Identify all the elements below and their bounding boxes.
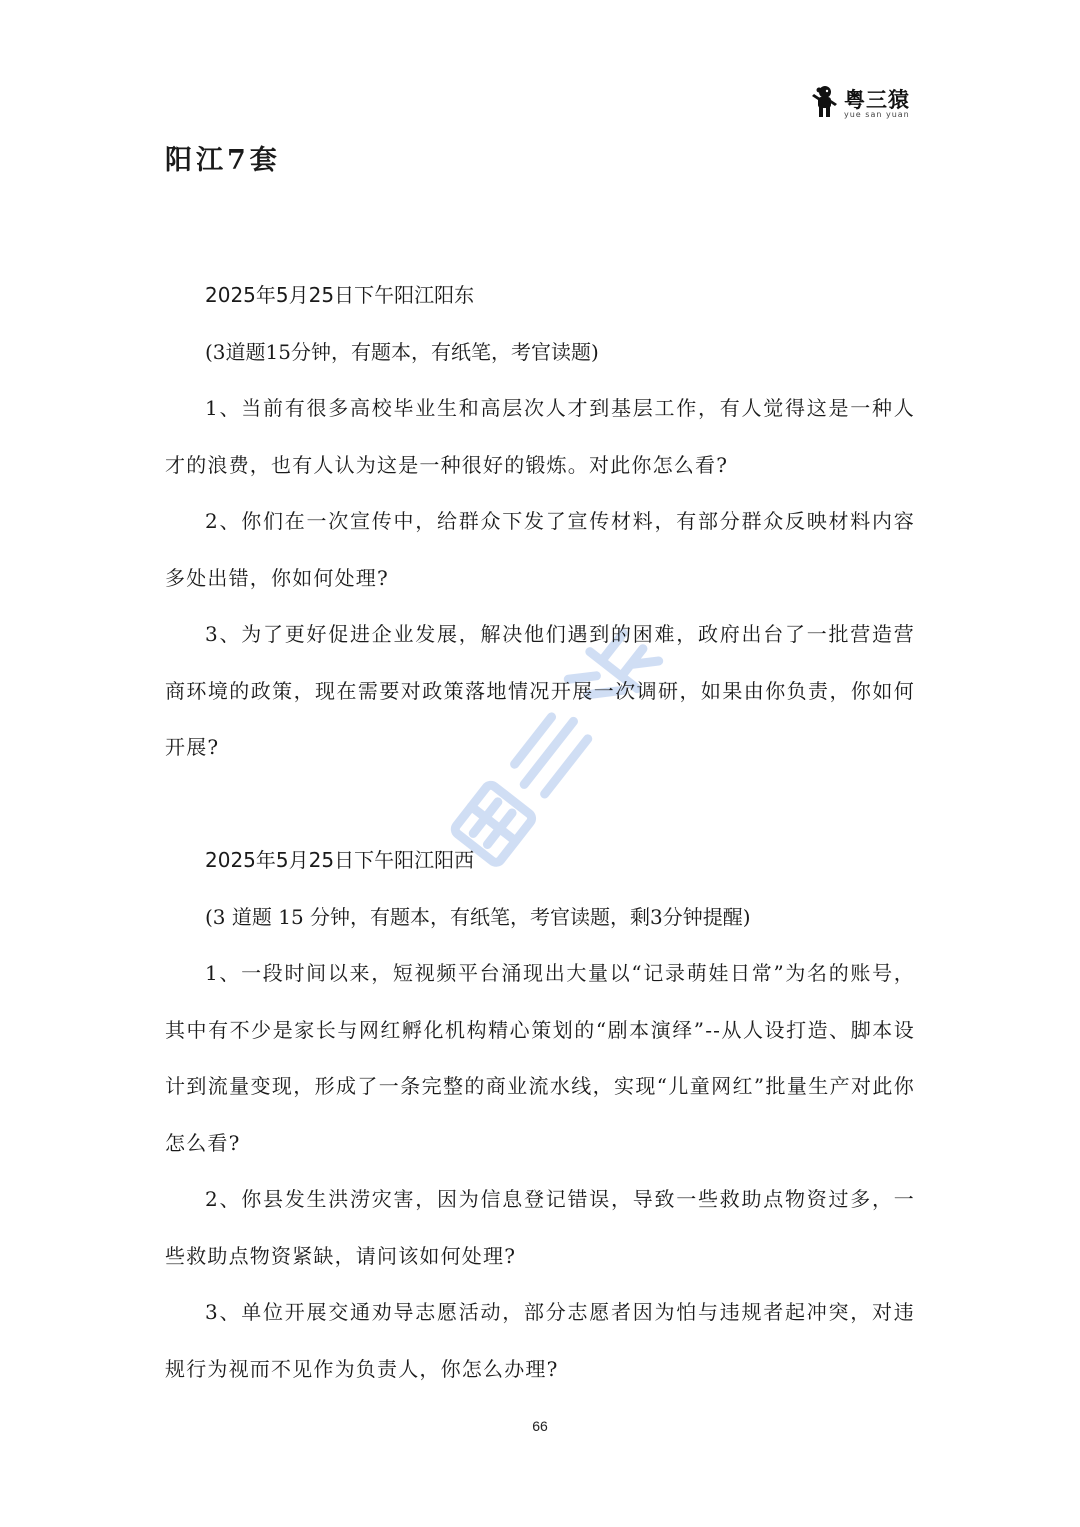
logo-name: 粤三猿 — [844, 88, 910, 112]
logo-subtitle: yue san yuan — [844, 110, 910, 119]
question-item: 3、单位开展交通劝导志愿活动，部分志愿者因为怕与违规者起冲突，对违规行为视而不见作为负责人，你怎么办理? — [165, 1300, 915, 1381]
page-title: 阳江7套 — [165, 145, 281, 176]
brand-logo — [810, 84, 920, 124]
section-info: (3 道题 15 分钟，有题本，有纸笔，考官读题，剩3分钟提醒) — [205, 904, 751, 929]
section-date: 2025年5月25日下午阳江阳东 — [205, 283, 475, 307]
section-info: (3道题15分钟，有题本，有纸笔，考官读题) — [205, 339, 599, 364]
question-item: 3、为了更好促进企业发展，解决他们遇到的困难，政府出台了一批营造营商环境的政策，现在需要对政策落地情况开展一次调研，如果由你负责，你如何开展? — [165, 622, 915, 759]
section-yangdong — [165, 267, 915, 776]
monkey-logo-icon — [810, 84, 840, 118]
question-item: 2、你们在一次宣传中，给群众下发了宣传材料，有部分群众反映材料内容多处出错，你如何处理? — [165, 509, 915, 590]
section-yangxi — [165, 832, 915, 1397]
question-item: 2、你县发生洪涝灾害，因为信息登记错误，导致一些救助点物资过多，一些救助点物资紧缺，请问该如何处理? — [165, 1187, 915, 1268]
section-date: 2025年5月25日下午阳江阳西 — [205, 848, 475, 872]
page-number: 66 — [532, 1418, 548, 1434]
question-item: 1、一段时间以来，短视频平台涌现出大量以“记录萌娃日常”为名的账号，其中有不少是家长与网红孵化机构精心策划的“剧本演绎”--从人设打造、脚本设计到流量变现，形成了一条完整的商业流水线，实现“儿童网红”批量生产对此你怎么看? — [165, 961, 915, 1155]
question-item: 1、当前有很多高校毕业生和高层次人才到基层工作，有人觉得这是一种人才的浪费，也有人认为这是一种很好的锻炼。对此你怎么看? — [165, 396, 915, 477]
